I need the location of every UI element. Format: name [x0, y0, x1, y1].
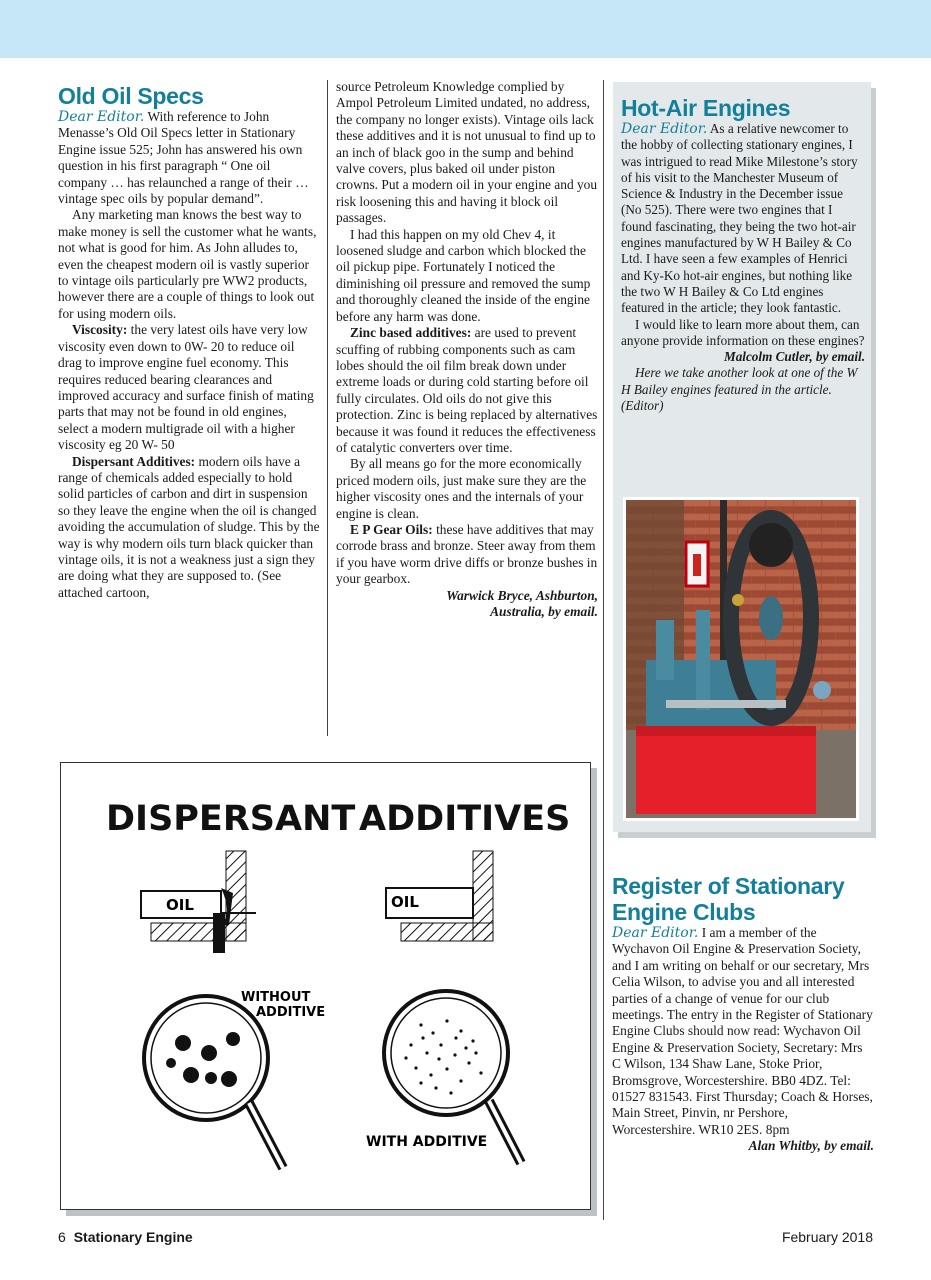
paragraph: the very latest oils have very low viscosity even down to 0W- 20 to reduce oil drag to improve engine fuel economy. This requires reduced bearing clearances and improved accuracy and surface finish of mating parts that may not be found in old engines, select a modern multigrade oil with a higher viscosity eg 20 W- 50 — [58, 322, 314, 453]
salutation: Dear Editor. — [621, 121, 708, 137]
oil-label-right: OIL — [391, 893, 419, 911]
engine-image — [626, 500, 856, 818]
bearing-right-diagram — [386, 851, 493, 941]
cartoon-title-right: ADDITIVES — [359, 799, 571, 839]
article-old-oil-col1 — [58, 84, 320, 601]
without-label: ADDITIVE — [256, 1005, 326, 1020]
magnifier-without-additive — [144, 996, 283, 1168]
footer-left — [58, 1229, 193, 1245]
signature: Warwick Bryce, Ashburton, — [446, 587, 598, 603]
article-title: Hot-Air Engines — [621, 95, 791, 121]
magazine-name: Stationary Engine — [73, 1229, 193, 1245]
paragraph: these have additives that may corrode brass and bronze. Steer away from them if you have worm drive diffs or bronze bushes in your gearbox. — [336, 521, 598, 587]
signature: Alan Whitby, by email. — [748, 1138, 874, 1154]
article-title: Old Oil Specs — [58, 83, 204, 109]
hot-air-engine-photo — [623, 497, 859, 821]
column-rule — [327, 80, 328, 736]
with-additive-label: WITH ADDITIVE — [366, 1134, 488, 1150]
subhead: E P Gear Oils: — [350, 521, 433, 537]
paragraph: modern oils have a range of chemicals added especially to hold solid particles of carbon and dirt in suspension so they leave the engine when the oil is changed avoiding the accumulation of sludge. This by the way is why modern oils turn black quicker than vintage oils, it is not a weakness just a sign they are doing what they are supposed to. (See attached cartoon, — [58, 453, 320, 600]
signature: Australia, by email. — [490, 604, 598, 619]
paragraph: With reference to John Menasse’s Old Oil Specs letter in Stationary Engine issue 525; John has answered his own question in his first paragraph “ One oil company … has relaunched a range of their …vintage spec oils by popular demand”. — [58, 109, 309, 207]
cartoon-title-left: DISPERSANT — [106, 799, 356, 839]
paragraph: I would like to learn more about them, can anyone provide information on these engines? — [621, 316, 865, 348]
paragraph: By all means go for the more economically priced modern oils, just make sure they are the higher viscosity ones and the internals of your engine is clean. — [336, 456, 587, 521]
signature: Malcolm Cutler, by email. — [723, 349, 865, 365]
article-hot-air — [621, 96, 865, 414]
bearing-left-diagram — [141, 851, 256, 953]
subhead: Viscosity: — [72, 322, 128, 338]
page-number: 6 — [58, 1229, 66, 1245]
subhead: Zinc based additives: — [350, 325, 472, 341]
oil-label-left: OIL — [166, 896, 194, 914]
subhead: Dispersant Additives: — [72, 453, 196, 469]
salutation: Dear Editor. — [58, 109, 145, 125]
dispersant-additives-cartoon — [60, 762, 591, 1210]
article-register — [612, 873, 874, 1155]
paragraph: I am a member of the Wychavon Oil Engine & Preservation Society, and I am writing on behalf or our secretary, Mrs Celia Wilson, to advise you and all interested parties of a change of venue for our club meetings. The entry in the Register of Stationary Engine Clubs should now read: Wychavon Oil Engine & Preservation Society, Secretary: Mrs C Wilson, 134 Shaw Lane, Stoke Prior, Bromsgrove, Worcestershire. BB0 4DZ. Tel: 01527 831543. First Thursday; Coach & Horses, Main Street, Pinvin, nr Pershore, Worcestershire. WR10 2ES. 8pm — [612, 925, 873, 1137]
paragraph: I had this happen on my old Chev 4, it loosened sludge and carbon which blocked the oil pickup pipe. Fortunately I noticed the diminishing oil pressure and removed the sump and thoroughly cleaned the inside of the engine before any harm was done. — [336, 226, 591, 324]
paragraph: Any marketing man knows the best way to make money is sell the customer what he wants, not what is good for him. As John alludes to, even the cheapest modern oil is vastly superior to vintage oils particularly pre WW2 products, however there are a couple of things to look out for using modern oils. — [58, 207, 317, 321]
paragraph: source Petroleum Knowledge complied by Ampol Petroleum Limited undated, no address, the company no longer exists). Vintage oils lack these additives and it is not unusual to find up to an inch of black goo in the sump and behind valve covers, plus baked oil under piston crowns. Put a modern oil in your engine and you risk loosening this and having it block oil passages. — [336, 79, 598, 226]
footer-date: February 2018 — [781, 1229, 873, 1245]
paragraph: are used to prevent scuffing of rubbing components such as cam lobes should the oil film break down under extreme loads or during cold starting before oil fully circulates. Old oils do not give this protection. Zinc is being replaced by alternatives because it was found it reduces the effectiveness of catalytic converters over time. — [336, 325, 598, 455]
column-rule — [603, 80, 604, 1220]
paragraph: As a relative newcomer to the hobby of collecting stationary engines, I was intrigued to read Mike Milestone’s story of his visit to the Manchester Museum of Science & Industry in the December issue (No 525). There were two engines that I found fascinating, they being the two hot-air engines manufactured by W H Bailey & Co Ltd. I have seen a few examples of Henrici and Ky-Ko hot-air engines, but nothing like the two W H Bailey & Co Ltd engines featured in the article; they look fantastic. — [621, 121, 858, 316]
article-title: Register of Stationary — [612, 873, 845, 899]
without-label: WITHOUT — [241, 990, 311, 1005]
article-title: Engine Clubs — [612, 899, 756, 925]
salutation: Dear Editor. — [612, 925, 699, 941]
editor-note: Here we take another look at one of the W H Bailey engines featured in the article. (Editor) — [621, 365, 858, 414]
cartoon-illustration — [61, 763, 590, 1209]
top-color-band — [0, 0, 931, 58]
article-old-oil-col2 — [336, 79, 598, 620]
